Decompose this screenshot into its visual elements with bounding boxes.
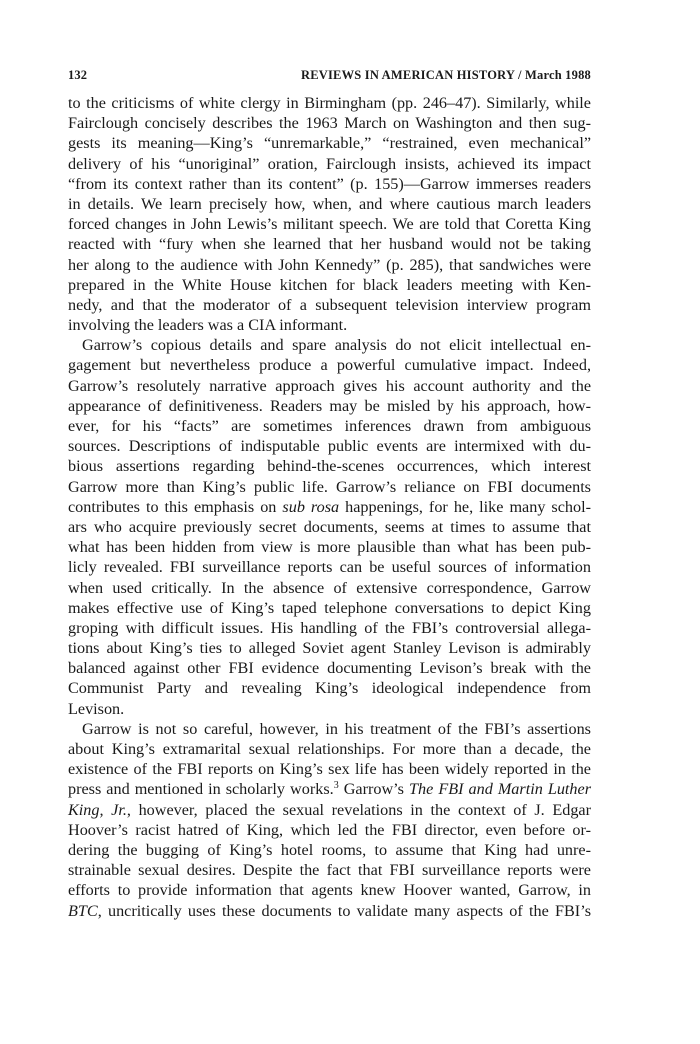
body-text bbox=[68, 93, 591, 921]
text-line: tions about King’s ties to alleged Soviet agent Stanley Levison is admirably bbox=[68, 639, 591, 658]
text-line: when used critically. In the absence of extensive correspondence, Garrow bbox=[68, 578, 591, 597]
italic-text: sub rosa bbox=[282, 497, 340, 516]
text-line: gagement but nevertheless produce a powerful cumulative impact. Indeed, bbox=[68, 356, 591, 375]
text-line: her along to the audience with John Kennedy” (p. 285), that sandwiches were bbox=[68, 255, 591, 274]
text-line: forced changes in John Lewis’s militant speech. We are told that Coretta King bbox=[68, 215, 591, 234]
text-line: appearance of definitiveness. Readers may be misled by his approach, how- bbox=[68, 396, 591, 415]
page-number: 132 bbox=[68, 68, 88, 82]
text-line: gests its meaning—King’s “unremarkable,” “restrained, even mechanical” bbox=[68, 134, 591, 153]
text-line: delivery of his “unoriginal” oration, Fairclough insists, achieved its impact bbox=[68, 154, 591, 173]
paragraph bbox=[68, 335, 591, 719]
text-line: groping with difficult issues. His handling of the FBI’s controversial allega- bbox=[68, 618, 591, 637]
text-line: in details. We learn precisely how, when, and where cautious march leaders bbox=[68, 194, 591, 213]
paragraph bbox=[68, 719, 591, 921]
running-head bbox=[68, 68, 591, 90]
italic-text: BTC bbox=[68, 901, 98, 920]
paragraph bbox=[68, 93, 591, 335]
text-line: ever, for his “facts” are sometimes inferences drawn from ambiguous bbox=[68, 417, 591, 435]
text-line: Garrow is not so careful, however, in his treatment of the FBI’s assertions bbox=[82, 719, 591, 738]
document-page bbox=[68, 68, 591, 921]
text-line: existence of the FBI reports on King’s sex life has been widely reported in the bbox=[68, 760, 591, 779]
text-line: strainable sexual desires. Despite the fact that FBI surveillance reports were bbox=[68, 861, 591, 880]
text-line: makes effective use of King’s taped telephone conversations to depict King bbox=[68, 598, 591, 617]
italic-text: The FBI and Martin Luther bbox=[409, 780, 591, 799]
text-line: “from its context rather than its content” (p. 155)—Garrow immerses readers bbox=[68, 174, 591, 193]
text-line: dering the bugging of King’s hotel rooms, to assume that King had unre- bbox=[68, 840, 591, 859]
text-line: sources. Descriptions of indisputable public events are intermixed with du- bbox=[68, 437, 591, 456]
text-line: licly revealed. FBI surveillance reports can be useful sources of information bbox=[68, 558, 591, 577]
text-line: balanced against other FBI evidence documenting Levison’s break with the bbox=[68, 659, 591, 678]
text-line: reacted with “fury when she learned that her husband would not be taking bbox=[68, 235, 591, 254]
text-line: Garrow’s resolutely narrative approach gives his account authority and the bbox=[68, 376, 591, 395]
text-line: press and mentioned in scholarly works.$^3$ Garrow’s The FBI and Martin Luther bbox=[68, 780, 591, 799]
journal-title: REVIEWS IN AMERICAN HISTORY / March 1988 bbox=[300, 68, 591, 82]
text-line: efforts to provide information that agents knew Hoover wanted, Garrow, in bbox=[68, 881, 591, 900]
text-line: Hoover’s racist hatred of King, which led the FBI director, even before or- bbox=[68, 820, 591, 839]
text-line: to the criticisms of white clergy in Birmingham (pp. 246–47). Similarly, while bbox=[68, 94, 591, 112]
text-line: nedy, and that the moderator of a subsequent television interview program bbox=[68, 295, 591, 314]
text-line: what has been hidden from view is more plausible than what has been pub- bbox=[68, 538, 591, 557]
text-line: ars who acquire previously secret documents, seems at times to assume that bbox=[68, 517, 591, 536]
text-line: about King’s extramarital sexual relationships. For more than a decade, the bbox=[68, 740, 591, 758]
text-line: Communist Party and revealing King’s ideological independence from bbox=[68, 679, 591, 698]
text-line: Garrow more than King’s public life. Garrow’s reliance on FBI documents bbox=[68, 477, 591, 496]
text-line: Levison. bbox=[68, 699, 125, 718]
text-line: bious assertions regarding behind-the-scenes occurrences, which interest bbox=[68, 457, 591, 476]
text-line: contributes to this emphasis on sub rosa happenings, for he, like many schol- bbox=[68, 497, 591, 516]
text-line: BTC, uncritically uses these documents to validate many aspects of the FBI’s bbox=[68, 901, 591, 920]
text-line: Fairclough concisely describes the 1963 March on Washington and then sug- bbox=[68, 114, 591, 133]
text-line: involving the leaders was a CIA informant. bbox=[68, 316, 348, 335]
italic-text: King, Jr. bbox=[68, 800, 127, 819]
text-line: King, Jr., however, placed the sexual revelations in the context of J. Edgar bbox=[68, 800, 591, 819]
text-line: prepared in the White House kitchen for black leaders meeting with Ken- bbox=[68, 275, 591, 294]
text-line: Garrow’s copious details and spare analysis do not elicit intellectual en- bbox=[82, 336, 591, 355]
footnote-ref: 3 bbox=[333, 780, 339, 792]
